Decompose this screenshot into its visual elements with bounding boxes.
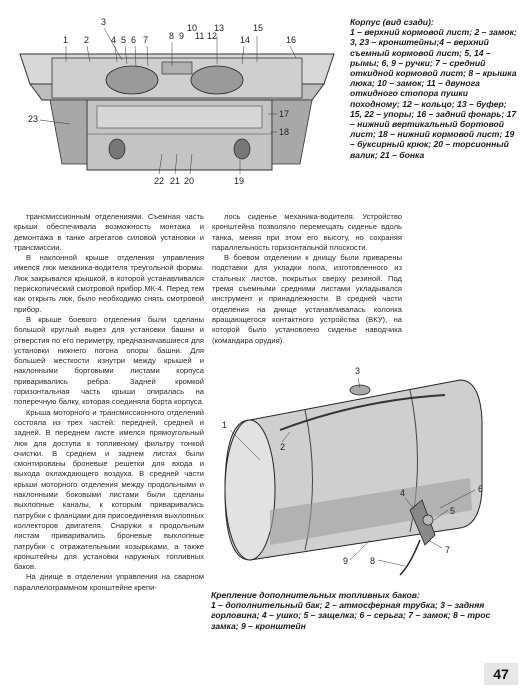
callout-6: 6 xyxy=(131,35,137,45)
fuel-tank-illustration xyxy=(210,360,515,585)
callout-4: 4 xyxy=(400,488,406,498)
figure2-caption-body: 1 – дополнительный бак; 2 – атмосферная трубка; 3 – задняя горловина; 4 – ушко; 5 – защелка; 6 – серьга; 7 – замок; 8 – трос замка; 9 – кронштейн xyxy=(211,600,491,631)
callout-5: 5 xyxy=(121,35,127,45)
left-paragraph: На днище в отделении управления на сварном параллелограммном кронштейне крепи- xyxy=(14,572,204,592)
figure1-caption xyxy=(350,17,520,160)
left-paragraph: В наклонной крыше отделения управления имелся люк механика-водителя треугольной формы. Люк закрывался крышкой, в которой устанавливался перископический смотровой прибор МК-4. Перед тем как открыть люк, было необходимо снять смотровой прибор. xyxy=(14,253,204,314)
callout-1: 1 xyxy=(63,35,69,45)
callout-2: 2 xyxy=(280,442,286,452)
callout-3: 3 xyxy=(101,17,107,27)
callout-7: 7 xyxy=(445,545,451,555)
hull-rear-illustration xyxy=(12,14,342,200)
figure2-caption xyxy=(211,590,511,631)
callout-15: 15 xyxy=(253,23,264,33)
callout-14: 14 xyxy=(240,35,251,45)
callout-2: 2 xyxy=(84,35,90,45)
callout-22: 22 xyxy=(154,176,165,186)
left-paragraph: Крыша моторного и трансмиссионного отделений состояла из трех частей: передней, средней и задней. В переднем листе имелся прямоугольный люк для доступа к топливному фильтру тонкой очистки. В среднем и заднем листах были смонтированы броневые решетки для входа и выхода охлаждающего воздуха. В средней части крыши моторного отделения между продольными и наклонными боковыми листами были сделаны выхлопные каналы, к которым приваривались патрубки с фланцами для присоединения выхлопных коллекторов двигателя. Снаружи к продольным листам приваривались броневые выхлопные патрубки с отражательными козырьками, а также кронштейны для установки наружных топливных баков. xyxy=(14,407,204,572)
callout-4: 4 xyxy=(111,35,117,45)
left-text-column xyxy=(14,212,204,593)
callout-23: 23 xyxy=(28,114,39,124)
callout-9: 9 xyxy=(343,556,349,566)
callout-10: 10 xyxy=(187,23,198,33)
callout-18: 18 xyxy=(279,127,290,137)
callout-13: 13 xyxy=(214,23,225,33)
callout-11: 11 xyxy=(195,31,205,41)
middle-paragraph: В боевом отделении к днищу были приварены подставки для укладки пола, изготовленного из стальных листов, покрытых сверху резиной. Под тремя съемными средними листами укладывался инструмент и принадлежности. В средней части отделения на днище устанавливалась колонка вращающегося контактного устройства (ВКУ), на которой было установлено сиденье наводчика (командира орудия). xyxy=(212,253,402,345)
page-number: 47 xyxy=(484,663,518,685)
middle-paragraph: лось сиденье механика-водителя. Устройство кронштейна позволяло перемещать сиденье вдоль танка, меняя при этом его высоту, но сохраняя параллельность горизонтальной плоскости. xyxy=(212,212,402,252)
callout-7: 7 xyxy=(143,35,149,45)
callout-1: 1 xyxy=(222,420,228,430)
callout-5: 5 xyxy=(450,506,456,516)
left-paragraph: В крыше боевого отделения были сделаны большой круглый вырез для установки башни и отверстия по его периметру, предназначавшиеся для установки нижнего погона опоры башни. Для большей жесткости изнутри между крышей и наклонными бортовыми листами корпуса приваривались ребра. Задней кромкой горизонтальная часть крыши опиралась на поперечную балку, которая соединяла борта корпуса. xyxy=(14,314,204,407)
callout-20: 20 xyxy=(184,176,195,186)
callout-9: 9 xyxy=(179,31,185,41)
callout-21: 21 xyxy=(170,176,181,186)
middle-text-column xyxy=(212,212,402,346)
figure1-caption-body: 1 – верхний кормовой лист; 2 – замок; 3, 23 – кронштейны;4 – верхний съемный кормовой лист; 5, 14 – рымы; 6, 9 – ручки; 7 – средний откидной кормовой лист; 8 – крышка люка; 10 – замок; 11 – двунога откидного стопора пушки походному; 12 – кольцо; 13 – буфер; 15, 22 – упоры; 16 – задний фонарь; 17 – нижний вертикальный бортовой лист; 18 – нижний кормовой лист; 19 – буксирный крюк; 20 – торсионный валик; 21 – бонка xyxy=(350,27,517,160)
left-paragraph: трансмиссионным отделениями. Съемная часть крыши обеспечивала возможность монтажа и демонтажа в танке агрегатов силовой установки и трансмиссии. xyxy=(14,212,204,252)
callout-17: 17 xyxy=(279,109,290,119)
figure2-caption-title: Крепление дополнительных топливных баков: xyxy=(211,590,420,600)
callout-8: 8 xyxy=(169,31,175,41)
callout-8: 8 xyxy=(370,556,376,566)
callout-6: 6 xyxy=(478,484,484,494)
callout-16: 16 xyxy=(286,35,297,45)
callout-3: 3 xyxy=(355,366,361,376)
callout-19: 19 xyxy=(234,176,245,186)
figure1-caption-title: Корпус (вид сзади): xyxy=(350,17,434,27)
callout-12: 12 xyxy=(207,31,218,41)
